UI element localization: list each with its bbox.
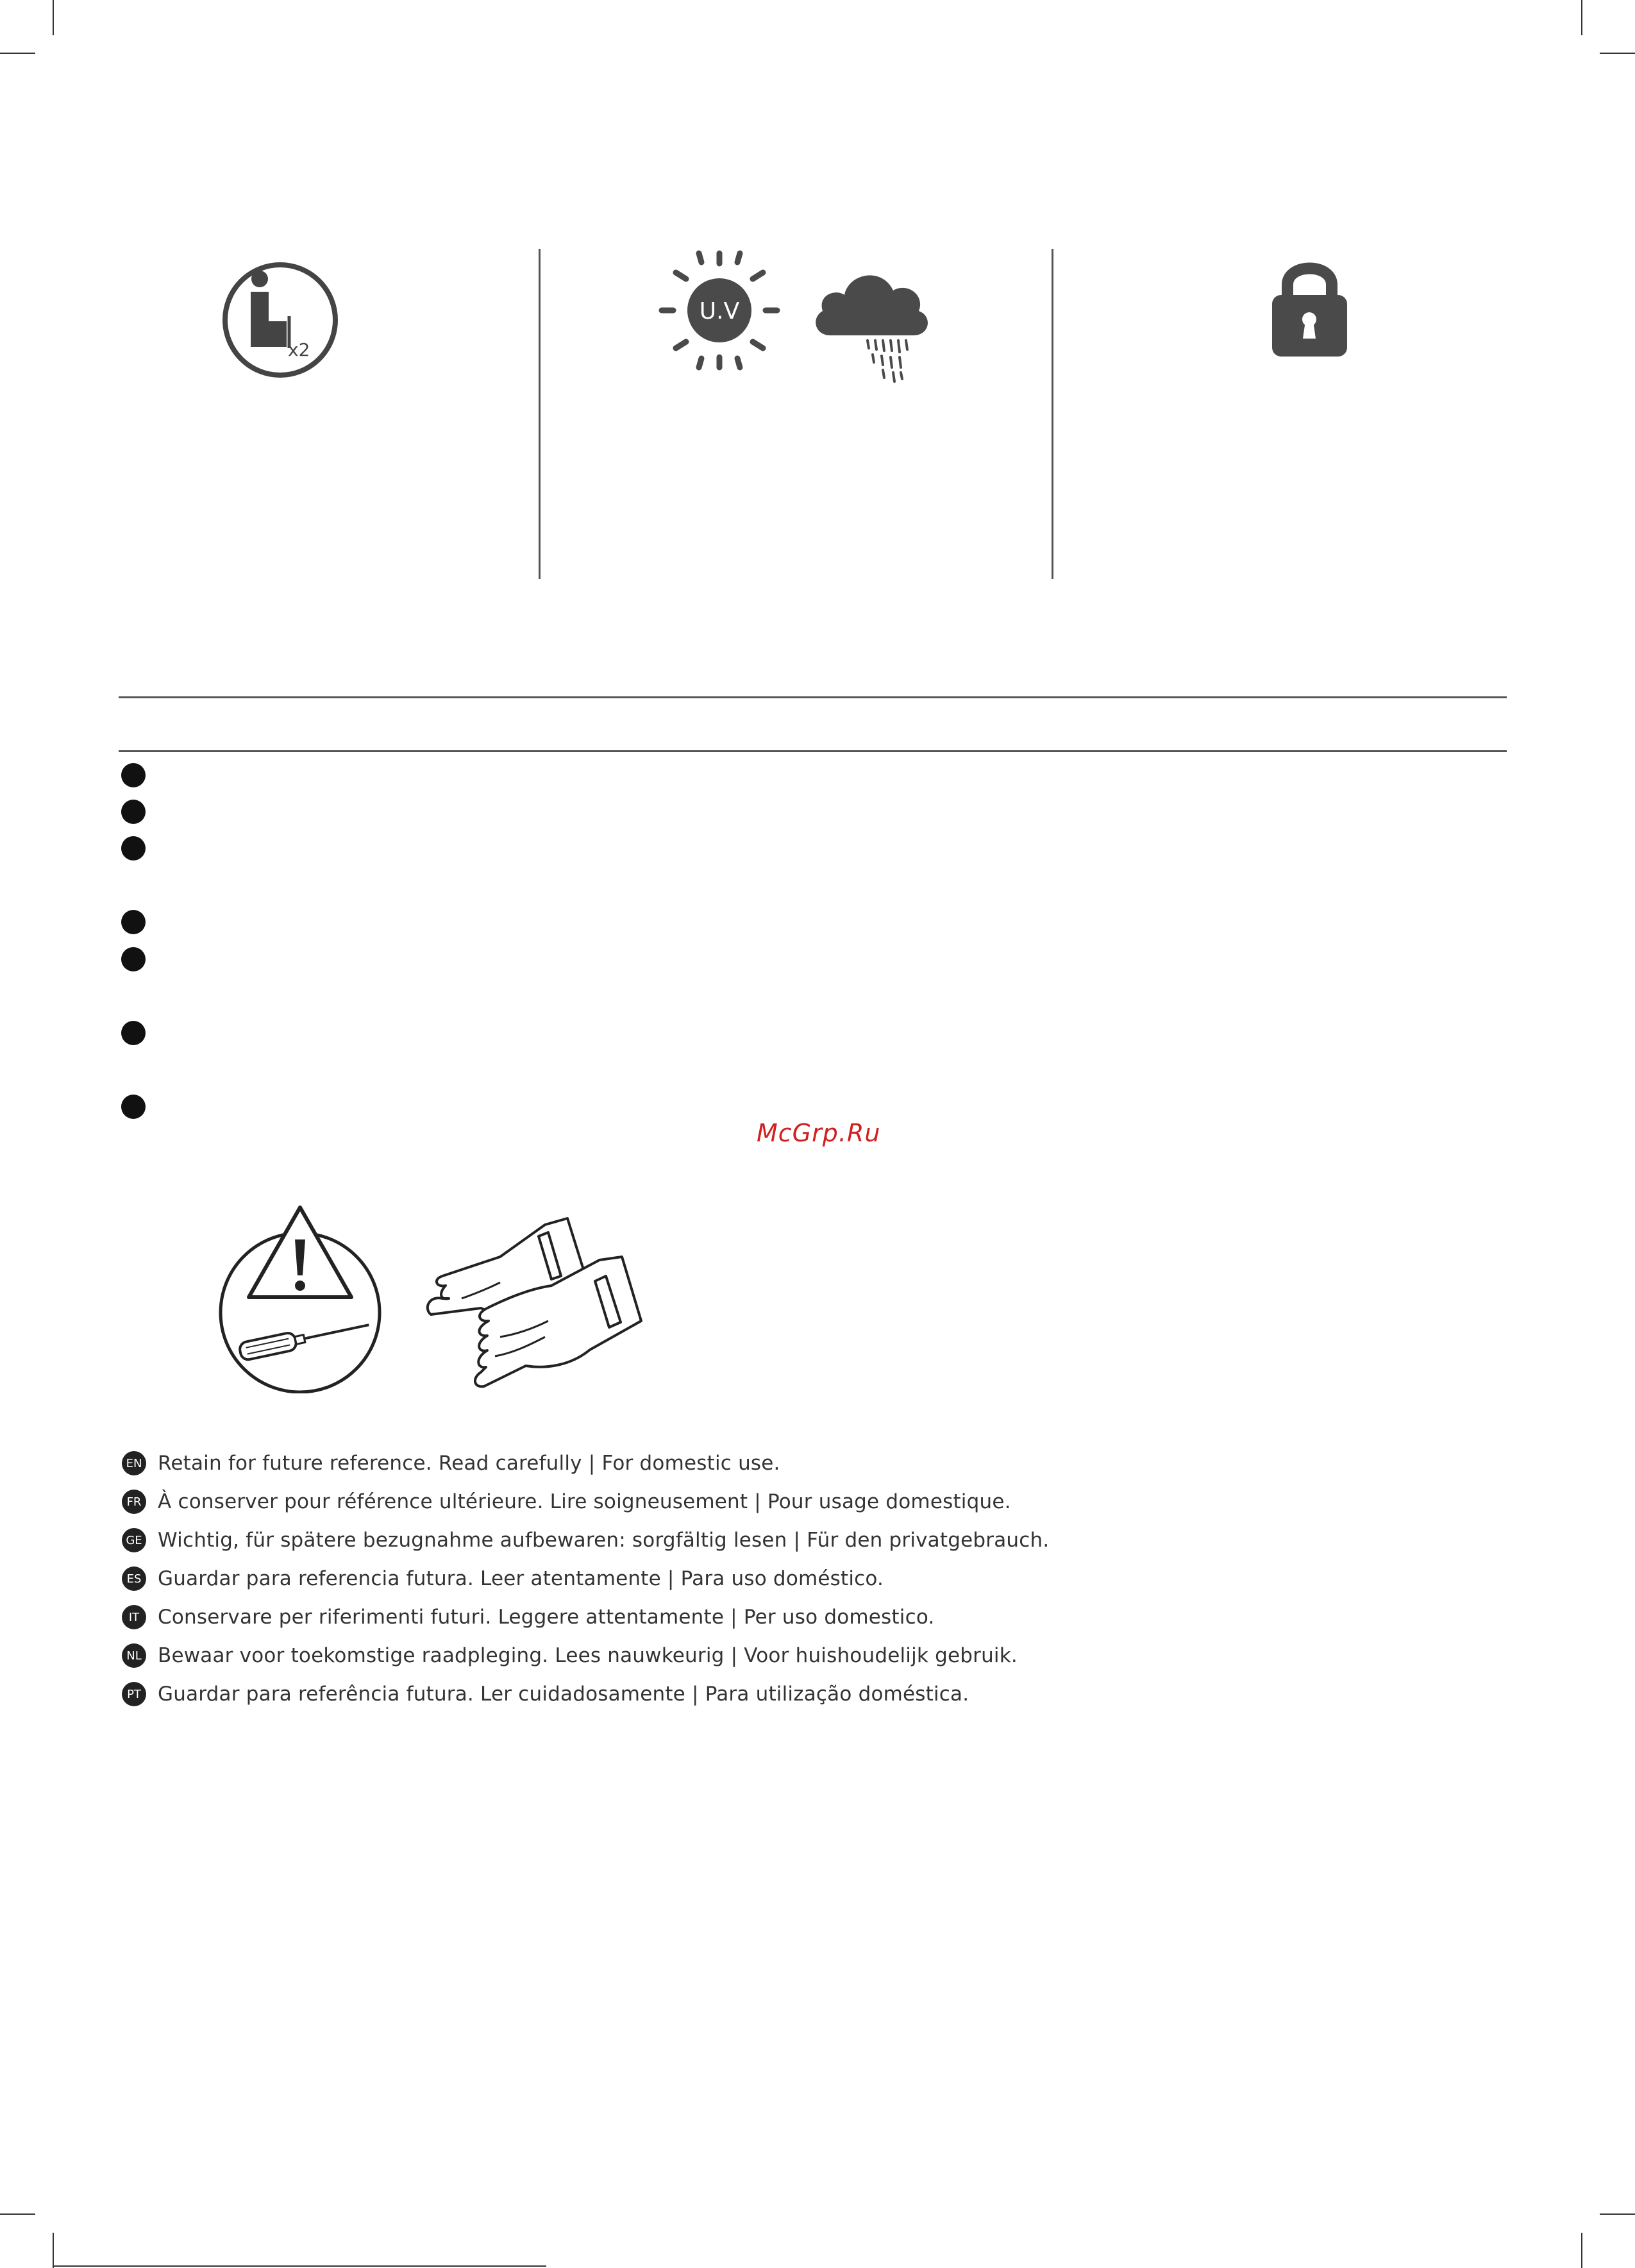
- column-divider: [539, 249, 541, 579]
- list-bullet: [121, 1021, 146, 1045]
- capacity-label: x2: [288, 339, 310, 360]
- language-notice-pt: [122, 1678, 969, 1710]
- language-notice-ge: [122, 1524, 1049, 1556]
- list-bullet: [121, 800, 146, 824]
- warning-tool-icon: [217, 1202, 383, 1393]
- language-notice-text: Wichtig, für spätere bezugnahme aufbewaren: sorgfältig lesen | Für den privatgebrauch.: [158, 1529, 1050, 1552]
- language-code-badge: FR: [122, 1490, 146, 1514]
- column-divider: [1052, 249, 1053, 579]
- capacity-icon: [220, 260, 340, 380]
- language-notice-text: Guardar para referencia futura. Leer atentamente | Para uso doméstico.: [158, 1567, 884, 1590]
- language-notice-en: [122, 1447, 780, 1479]
- language-notice-es: [122, 1563, 884, 1595]
- crop-mark: [1600, 53, 1635, 54]
- lock-icon: [1270, 256, 1350, 359]
- language-code-badge: IT: [122, 1605, 146, 1629]
- language-notice-text: À conserver pour référence ultérieure. Lire soigneusement | Pour usage domestique.: [158, 1490, 1011, 1513]
- rain-cloud-icon: [811, 260, 933, 398]
- list-bullet: [121, 836, 146, 861]
- watermark: McGrp.Ru: [757, 1119, 881, 1147]
- language-code-badge: EN: [122, 1451, 146, 1475]
- language-code-badge: NL: [122, 1643, 146, 1668]
- uv-label: U.V: [699, 298, 740, 324]
- language-notice-text: Conservare per riferimenti futuri. Leggere attentamente | Per uso domestico.: [158, 1606, 935, 1629]
- crop-mark: [0, 2213, 35, 2215]
- language-notice-it: [122, 1601, 935, 1633]
- list-bullet: [121, 763, 146, 787]
- language-notice-nl: [122, 1640, 1018, 1672]
- list-bullet: [121, 1095, 146, 1119]
- language-notice-text: Guardar para referência futura. Ler cuidadosamente | Para utilização doméstica.: [158, 1683, 969, 1706]
- crop-mark: [53, 2233, 54, 2268]
- language-code-badge: ES: [122, 1567, 146, 1591]
- crop-mark: [1600, 2213, 1635, 2215]
- language-code-badge: GE: [122, 1528, 146, 1552]
- language-notice-text: Bewaar voor toekomstige raadpleging. Lees nauwkeurig | Voor huishoudelijk gebruik.: [158, 1644, 1018, 1667]
- language-code-badge: PT: [122, 1682, 146, 1706]
- list-bullet: [121, 910, 146, 934]
- language-notice-text: Retain for future reference. Read carefully | For domestic use.: [158, 1452, 780, 1475]
- section-rule: [119, 750, 1507, 752]
- list-bullet: [121, 947, 146, 971]
- crop-mark: [53, 0, 54, 35]
- gloves-icon: [423, 1212, 667, 1395]
- crop-mark: [53, 2265, 546, 2267]
- section-rule: [119, 696, 1507, 698]
- crop-mark: [1581, 0, 1582, 35]
- uv-sun-icon: [655, 248, 784, 376]
- language-notice-fr: [122, 1486, 1011, 1518]
- crop-mark: [1581, 2233, 1582, 2268]
- crop-mark: [0, 53, 35, 54]
